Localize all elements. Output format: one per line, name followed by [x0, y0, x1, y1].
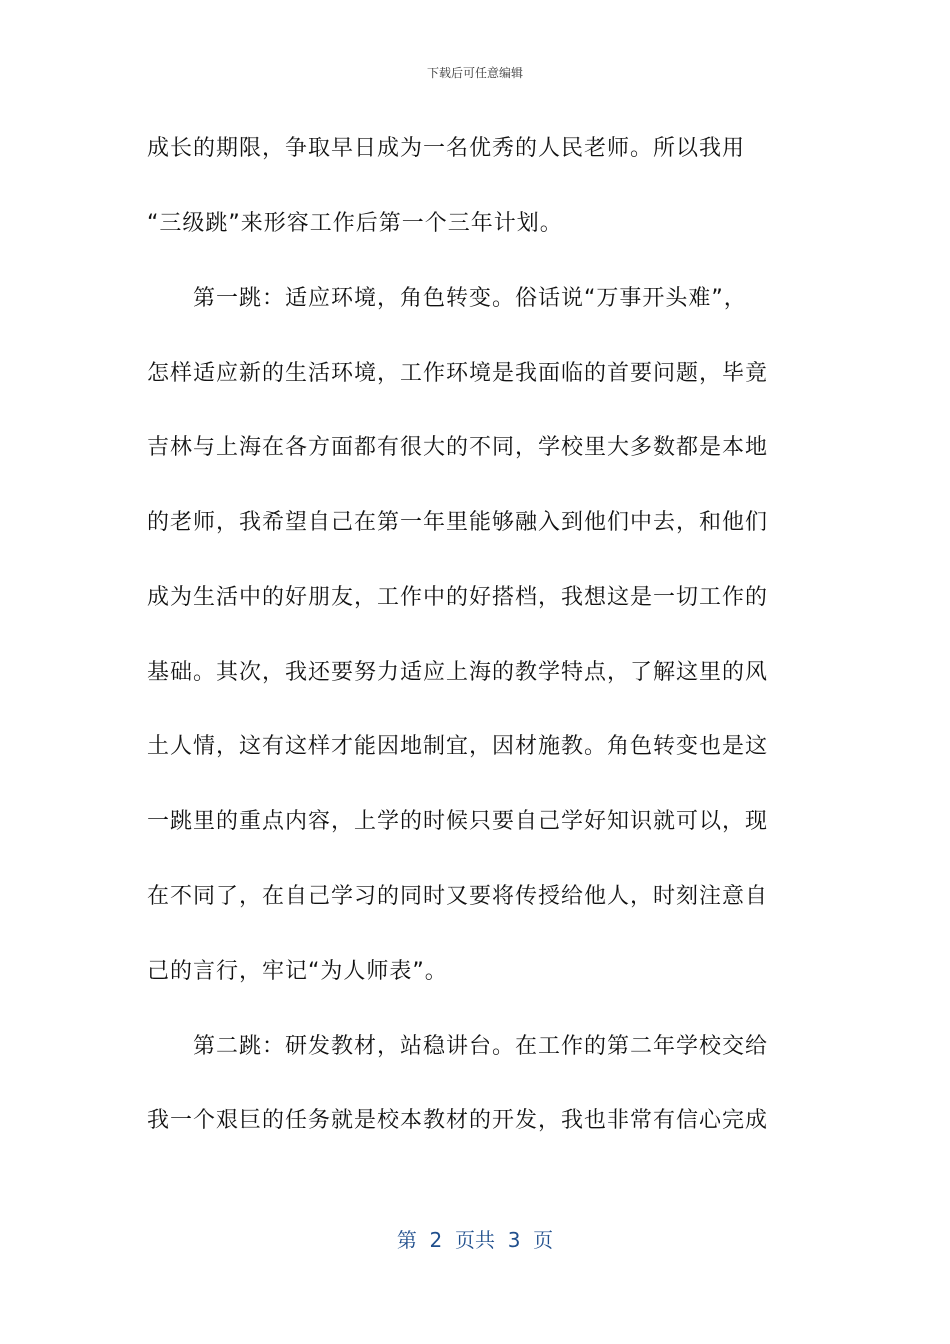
body-line: 怎样适应新的生活环境，工作环境是我面临的首要问题，毕竟: [147, 361, 769, 386]
body-line: 的老师，我希望自己在第一年里能够融入到他们中去，和他们: [147, 510, 769, 535]
body-line: 成为生活中的好朋友，工作中的好搭档，我想这是一切工作的: [147, 585, 769, 610]
body-line: 成长的期限，争取早日成为一名优秀的人民老师。所以我用: [147, 136, 746, 161]
body-line: 一跳里的重点内容，上学的时候只要自己学好知识就可以，现: [147, 809, 769, 834]
body-line: 基础。其次，我还要努力适应上海的教学特点，了解这里的风: [147, 660, 769, 685]
body-line: 己的言行，牢记“为人师表”。: [147, 959, 448, 984]
body-line: 土人情，这有这样才能因地制宜，因材施教。角色转变也是这: [147, 734, 769, 759]
body-line: 吉林与上海在各方面都有很大的不同，学校里大多数都是本地: [147, 435, 769, 460]
page-number-footer: 第 2 页共 3 页: [396, 1228, 554, 1252]
body-line: “三级跳”来形容工作后第一个三年计划。: [147, 211, 563, 236]
body-line: 我一个艰巨的任务就是校本教材的开发，我也非常有信心完成: [147, 1108, 769, 1133]
body-line: 在不同了，在自己学习的同时又要将传授给他人，时刻注意自: [147, 884, 769, 909]
body-line: 第二跳：研发教材，站稳讲台。在工作的第二年学校交给: [147, 1034, 769, 1059]
header-note: 下载后可任意编辑: [426, 66, 523, 80]
body-line: 第一跳：适应环境，角色转变。俗话说“万事开头难”，: [147, 286, 747, 311]
